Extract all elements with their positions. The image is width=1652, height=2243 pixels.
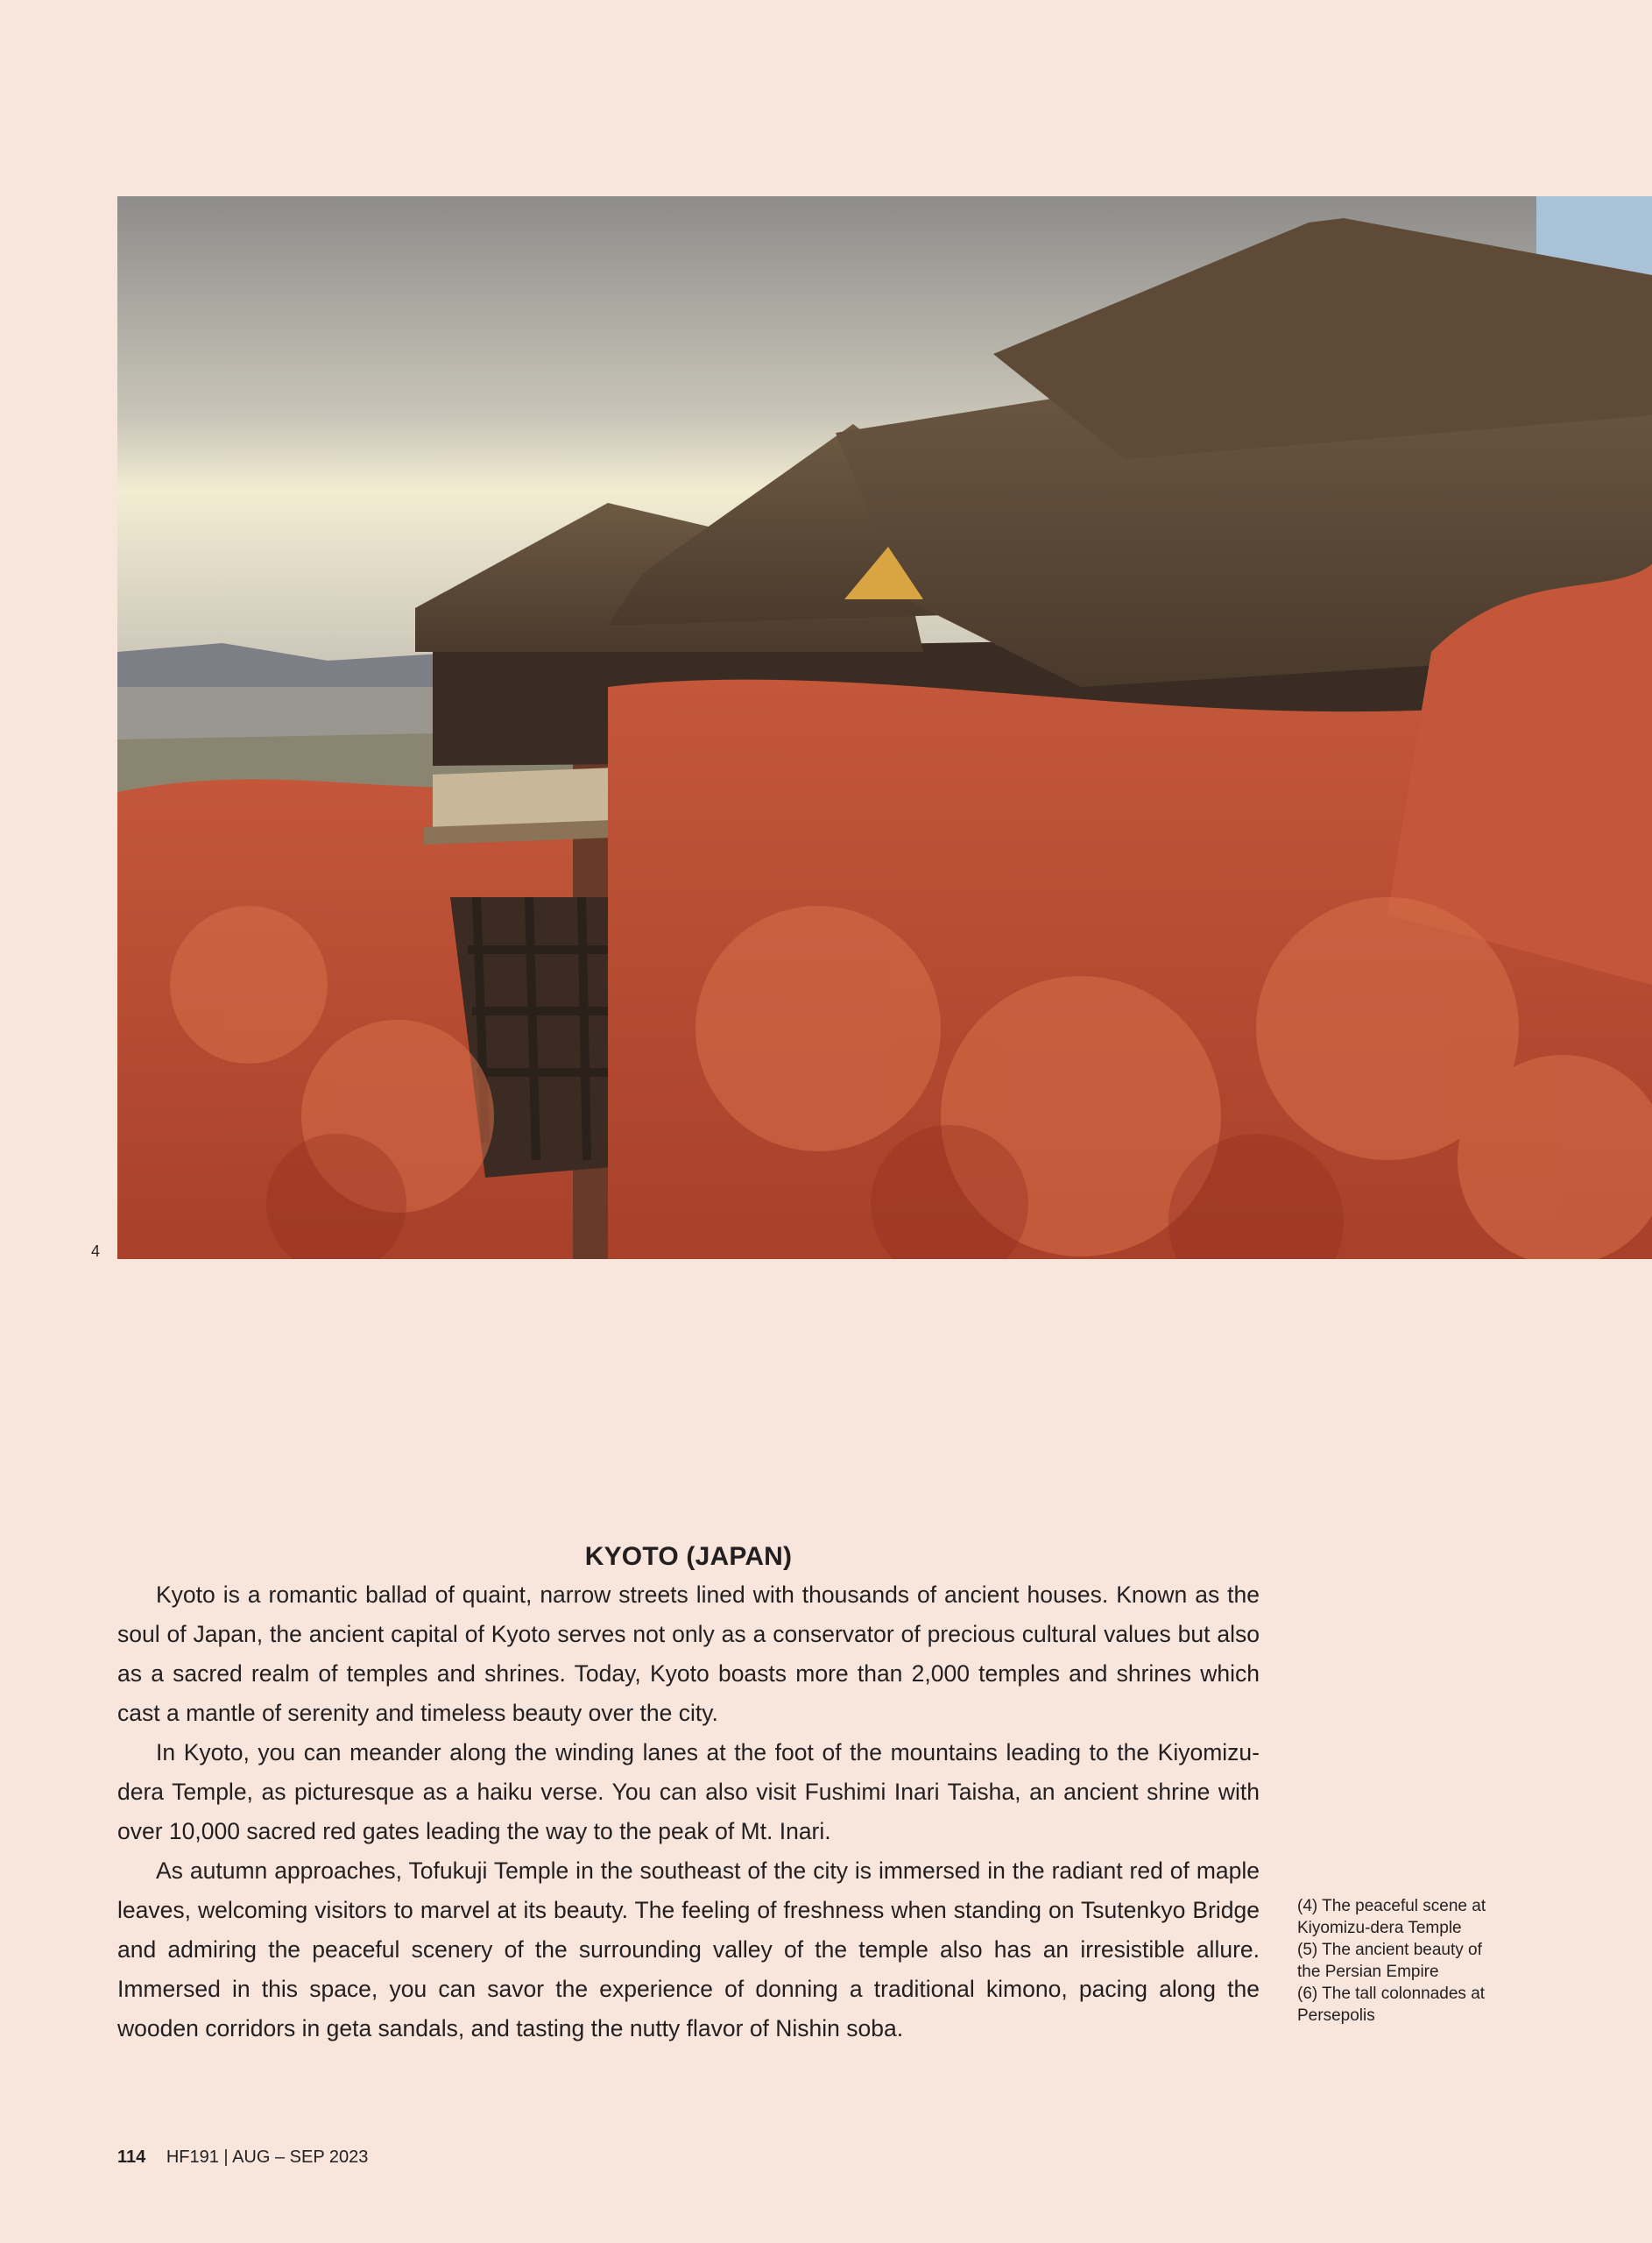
article: [117, 1542, 1260, 2048]
issue-label: HF191 | AUG – SEP 2023: [166, 2147, 369, 2167]
caption: (6) The tall colonnades at Persepolis: [1297, 1985, 1486, 2025]
article-title: KYOTO (JAPAN): [584, 1542, 793, 1571]
article-paragraph: As autumn approaches, Tofukuji Temple in the southeast of the city is immersed in the radiant red of maple leaves, welcoming visitors to marvel at its beauty. The feeling of freshness when standing on Tsutenkyo Bridge and admiring the peaceful scenery of the surrounding valley of the temple also has an irresistible allure. Immersed in this space, you can savor the experience of donning a traditional kimono, pacing along the wooden corridors in geta sandals, and tasting the nutty flavor of Nishin soba.: [117, 1857, 1260, 2041]
article-paragraph: Kyoto is a romantic ballad of quaint, narrow streets lined with thousands of ancient houses. Known as the soul of Japan, the ancient capital of Kyoto serves not only as a conservator of precious cultural values but also as a sacred realm of temples and shrines. Today, Kyoto boasts more than 2,000 temples and shrines which cast a mantle of serenity and timeless beauty over the city.: [117, 1581, 1260, 1726]
caption: (5) The ancient beauty of the Persian Empire: [1297, 1941, 1482, 1981]
article-paragraph: In Kyoto, you can meander along the winding lanes at the foot of the mountains leading to the Kiyomizu-dera Temple, as picturesque as a haiku verse. You can also visit Fushimi Inari Taisha, an ancient shrine with over 10,000 sacred red gates leading the way to the peak of Mt. Inari.: [117, 1739, 1260, 1844]
kiyomizu-dera-temple-illustration: [117, 196, 1652, 1259]
page-footer: [117, 2147, 368, 2168]
page-number: 114: [117, 2147, 146, 2167]
photo-number: 4: [91, 1242, 101, 1260]
caption: (4) The peaceful scene at Kiyomizu-dera Temple: [1297, 1897, 1486, 1937]
temple-photo: [117, 196, 1652, 1259]
photo-captions: [1297, 1895, 1507, 2027]
